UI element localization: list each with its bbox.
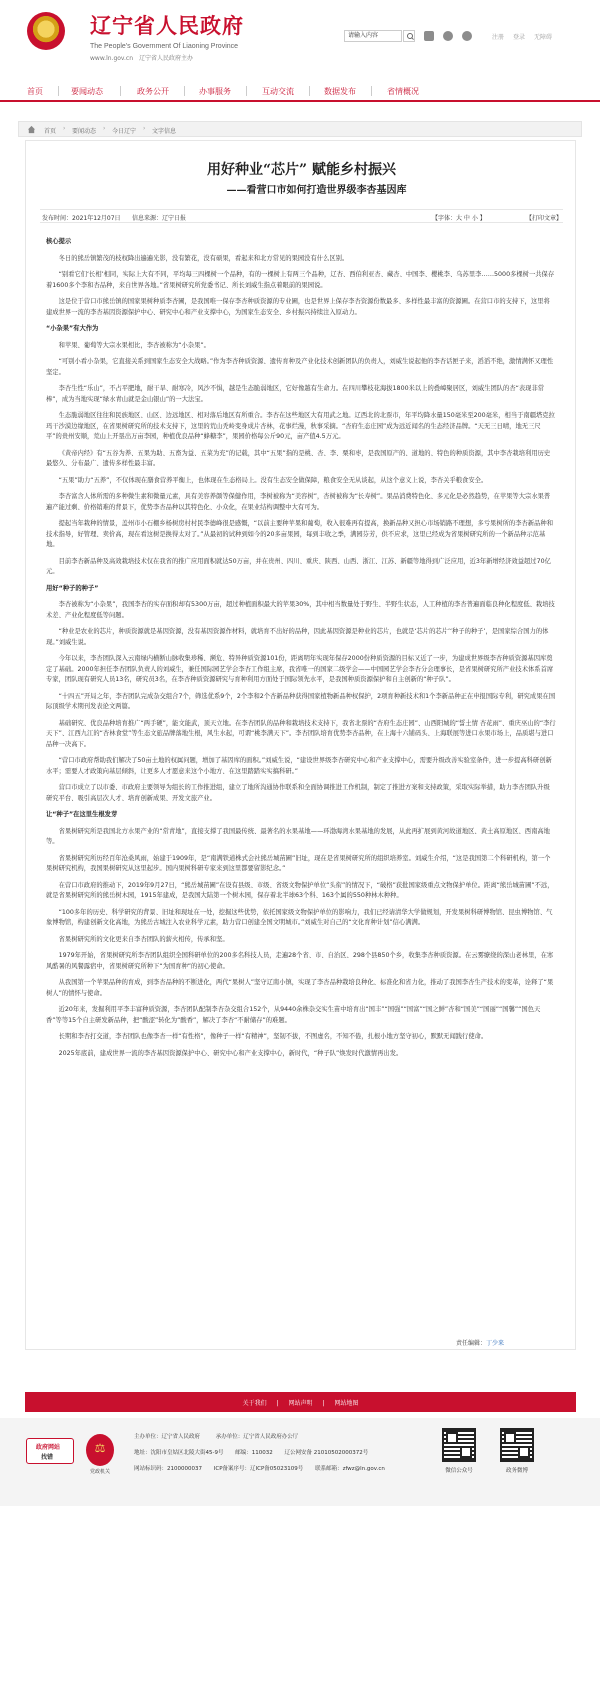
paragraph: 省果树研究所历经百年沧桑风雨，始建于1909年，是“南满铁道株式会社熊岳城苗圃”旧址，现在是省果树研究所的组织培养室。刘威生介绍，“这是我国第二个科研机构，第一个果树研究机构，我国果树研究从这里起步。国内果树科研专家来到这里都要留影纪念。” [46,854,551,873]
chevron-right-icon: › [143,125,146,132]
main-nav [0,80,600,102]
accessibility-link[interactable]: 无障碍 [534,34,553,41]
registration-info [134,1464,385,1472]
weibo-qr-label: 政务微博 [505,1468,528,1474]
gov-site-error-report-badge[interactable] [26,1438,74,1464]
wechat-qr-label: 微信公众号 [445,1468,473,1474]
article-title: 用好种业“芯片” 赋能乡村振兴 [207,162,396,178]
footer-bar [25,1392,576,1412]
paragraph: 2025年底前，建成世界一流的李杏基因资源保护中心、研究中心和产业支撑中心，新时代，“种子队”焕发时代激情再出发。 [58,1049,403,1057]
site-header [0,0,600,72]
address-info [134,1448,368,1456]
paragraph: 李杏富含人体所需的多种微生素和微量元素，具有美容养颜等保健作用，李树被称为“美容树”，杏树被称为“长寿树”。果品消费特色化、多元化是必然趋势，在苹果等大宗水果普遍产能过剩、价格销难的背景下，优势李杏品种以其特色化、小众化，在果业结构调整中大有可为。 [46,493,551,511]
register-link[interactable]: 注册 [492,34,505,41]
summary-heading: 核心提示 [46,238,72,245]
paragraph: 这是位于营口市熊岳镇的国家果树种质李杏圃，是我国唯一保存李杏种质资源的专业圃，也是世界上保存李杏资源份数最多、多样性最丰富的资源圃。在营口市的支持下，这里将建成世界一流的李杏基因资源保护中心、研究中心和产业支撑中心，为国家生态安全、乡村振兴持续注入原动力。 [46,298,550,316]
nav-divider [246,86,247,96]
publish-date: 发布时间：2021年12月07日 [42,215,121,222]
sitemap-link[interactable]: 网站地图 [334,1400,359,1407]
paragraph: 1979年开始，省果树研究所李杏团队组织全国科研单位的200多名科技人员，走遍28个省、市、自治区、298个县850个乡，收集李杏种质资源。在云雾缭绕的深山老林里，在寒风酷暑的风餐露宿中，省果树研究所种下“为国育种”的初心使命。 [46,952,554,970]
paragraph: 长期和李杏打交道，李杏团队也像李杏一样“有性格”，像种子一样“有精神”，坚韧不拔，不图虚名，不知不倦，扎根小地方坚守初心，默默无闻践行使命。 [58,1033,488,1041]
footer-divider: | [276,1400,279,1407]
breadcrumb-today[interactable]: 今日辽宁 [112,128,137,135]
paragraph: “五果”助力“五养”，不仅体现在膳食营养平衡上，也体现在生态格局上。没有生态安全做保障，粮食安全无从谈起，从这个意义上说，李杏关乎粮食安全。 [58,476,488,484]
site-url-line [90,53,199,62]
login-link[interactable]: 登录 [513,34,526,41]
paragraph: 提起当年栽种的情景，盖州市小石棚乡杨树房村村民李德峰很是感慨，“以前主要种苹果和葡萄，收入很难再有提高，换新品种又担心市场销路不理想，多亏果树所的李杏新品种和技术指导，好管理、卖价高，现在看这树是换得太对了。”从最初的试种到如今的20多亩果园，每到丰收之季，满园芬芳，供不应求，这里已经成为省果树研究所的一个新品种示范基地。 [46,520,554,549]
site-title-en: The People's Government Of Liaoning Province [90,43,239,50]
breadcrumb-home[interactable]: 首页 [44,128,57,135]
paragraph: 今年以来，李杏团队深入云南绿内横断山脉收集珍稀、濒危、特异种质资源101份，距离明年实现年保存2000份种质资源的目标又近了一步，为建成世界级李杏种质资源基因库奠定了基础。2000年担任李杏团队负责人的刘威生，兼任国际园艺学会李杏工作组主席，我省唯一的国家二级学会——中国园艺学会李杏分会理事长，是省果树研究所产业技术体系首席专家，团队现有研究人员13名，研究员3名，在李杏种质资源研究与育种利用方面处于国际领先水平，是我国种质资源保护和自主创新的“种子队”。 [46,655,554,684]
about-link[interactable]: 关于我们 [242,1400,267,1407]
police-record-text[interactable]: 辽公网安备 21010502000372号 [284,1450,369,1456]
article [25,140,576,1350]
site-url: www.ln.gov.cn [90,55,134,62]
section-heading: 让“种子”在这里生根发芽 [46,811,118,819]
nav-item-data[interactable]: 数据发布 [324,87,356,96]
paragraph: 李杏被称为“小杂果”，我国李杏的实存面积却有5300万亩，超过种植面积最大的苹果30%，其中相当数量处于野生、半野生状态，人工种植的李杏普遍面临良种化程度低、栽培技术差、产业化程度低等问题。 [46,601,555,619]
sponsor-text: 主办单位：辽宁省人民政府 [134,1434,201,1440]
article-body [46,237,556,1066]
paragraph: 基础研究、优良品种培育推广“两手硬”，能文能武，顶天立地。在李杏团队的品种和栽培技术支持下，我省北票的“杏府生态庄园”、山西阳城的“誓土情 杏花雨”、重庆巫山的“李行天下”、江西九江的“杏林食堂”等生态文旅品牌落地生根，风生水起，可谓“桃李满天下”。李杏团队培育优势李杏品种，在上海十六铺码头、上海联展等进口水果市场上，品质堪与进口品种一决高下。 [46,719,556,748]
social-icons [424,31,472,41]
paragraph: 营口市成立了以市委、市政府主要领导为组长的工作推进组，建立了地所沟通协作联系和全面协调推进工作机制，制定了推进方案和支持政策，采取实际举措，助力李杏团队升级研究平台、吸引高层次人才、培育创新成果、开发文旅产业。 [46,784,550,802]
search-input[interactable]: 请输入内容 [344,30,402,42]
article-subtitle: ——看营口市如何打造世界级李杏基因库 [226,185,407,196]
nav-item-overview[interactable]: 省情概况 [387,87,419,96]
paragraph: 近20年来，发掘利用平李丰富种质资源，李杏团队配制李杏杂交组合152个，从9440余株杂交实生苗中培育出“国丰”“国强”“国富”“国之鲜”杏和“国美”“国丽”“国馨”“国色天香”等等15个自主研发新品种，把“酸涩”转化为“酸香”，解决了李杏“不耐储存”的难题。 [46,1006,541,1024]
paragraph: “十四五”开局之年，李杏团队完成杂交组合7个，筛选优系9个，2个李和2个杏新品种获得国家植物新品种权保护，2项育种新技术和1个李新品种正在申报国际专利，研究成果在国际顶级学术期刊发表论文两篇。 [46,692,556,711]
paragraph: 在营口市政府的推动下，2019年9月27日，“熊岳城苗圃”在设有县级、市级、省级文物保护单位“头衔”的情况下，“破格”获批国家级重点文物保护单位。距离“熊岳城苗圃”不远，就是省果树研究所的熊岳树木园，1915年建成，是我国大陆第一个树木园，保存着北半球63个科、163个属的550种林木种种。 [46,881,554,900]
paragraph: “别看它们‘长相’相同，实际上大有不同，平均每三四棵树一个品种，有的一棵树上有两三个品种，辽杏、西伯利亚杏、藏杏、中国李、樱桃李、乌苏里李……5000多棵树一共保存着1600多个李和杏品种，来自世界各地。”省果树研究所党委书记、所长刘威生指点着眼前的果园说。 [46,271,555,289]
nav-divider [371,86,372,96]
article-meta [40,209,563,223]
nav-item-news[interactable]: 要闻动态 [71,87,103,96]
undertaker-text: 承办单位：辽宁省人民政府办公厅 [215,1434,299,1440]
paragraph: “可别小看小杂果，它直接关系到国家生态安全大战略。”作为李杏种质资源、遗传育种及产业化技术创新团队的负责人，刘威生说起他的李杏话匣子来，滔滔不绝，激情满怀又理性坚定。 [46,358,554,376]
weibo-icon[interactable] [462,31,472,41]
paragraph: 生态脆弱地区往往和民族地区、山区、边远地区、相对落后地区有所重合。李杏在这些地区大有用武之地。辽西北的北票市，年平均降水量150毫米至200毫米，相当于南疆塔克拉玛干沙漠边缘地区，在省果树研究所的技术支持下，这里的荒山秃岭变身成片杏林，花事烂漫，秋事采摘。“杏府生态庄园”成为远近闻名的生态经济品牌。“天无三日晴，地无三尺平”的贵州安顺，荒山上开垦出万亩李园，种植优良品种“蜂糖李”，果园价格每公斤90元，亩产值4.5万元。 [46,412,555,441]
footer-divider: | [322,1400,325,1407]
home-icon[interactable] [27,125,36,134]
editor-line [456,1338,504,1347]
site-id-text: 网站标识码：2100000037 [134,1466,202,1472]
chevron-right-icon: › [63,125,66,132]
sponsor-info [134,1432,298,1440]
section-heading: 用好“种子的种子” [46,584,99,592]
paragraph: “100多年的历史、科学研究的背景、旧址和现址在一处，挖掘这些优势，依托国家级文物保护单位的影响力，我们已经请清华大学做规划，开发果树科研博物馆、昆虫博物馆、气象博物馆，构建创新文化高地，为熊岳古城注入农业科学元素，助力营口创建全国文明城市。”刘威生对自己的“文化育种计划”信心满满。 [46,908,553,927]
party-gov-label: 党政机关 [89,1469,110,1475]
gov-badge-top: 政府网站 [36,1444,61,1451]
paragraph: 冬日的熊岳镇繁茂的枝杈降出遍遍光影，没有繁花，没有硕果，看起来和北方常见的果园没有什么区别。 [58,254,349,262]
paragraph: “种业是农业的芯片，种质资源就是基因资源，没有基因资源作材料，就培育不出好的品种，因此基因资源是种业的芯片，也就是‘芯片的芯片’‘种子的种子’，是国家综合国力的体现。”刘威生说。 [46,628,549,646]
address-text: 地址：沈阳市皇姑区北陵大街45-9号 [134,1450,224,1456]
editor-label: 责任编辑： [456,1340,487,1347]
mail-icon[interactable] [424,31,434,41]
postcode-text: 邮编：110032 [235,1450,273,1456]
site-title[interactable]: 辽宁省人民政府 [90,13,244,38]
nav-item-interaction[interactable]: 互动交流 [262,87,294,96]
paragraph: 省果树研究所的文化更来自李杏团队的薪火相传，传承和坚。 [58,935,229,943]
font-size-control[interactable]: 【字体：大 中 小 】 [432,215,486,222]
site-sponsor: 辽宁省人民政府主办 [139,55,194,62]
section-heading: “小杂果”有大作为 [46,325,99,333]
paragraph: 从我国第一个苹果品种的育成，到李杏品种的不断进化，两代“果树人”坚守辽南小镇，实现了李杏品种栽培良种化、标准化和省力化，推动了我国李杏生产技术的变革，诠释了“果树人”的情怀与使命。 [46,979,554,997]
wechat-icon[interactable] [443,31,453,41]
icp-text[interactable]: ICP备案序号：辽ICP备05023109号 [213,1466,304,1472]
email-text[interactable]: 联系邮箱：zfwz@ln.gov.cn [315,1466,385,1472]
paragraph: “营口市政府帮助我们解决了50亩土地的权属问题，增加了基因库的面积。”刘威生说，“建设世界级李杏研究中心和产业支撑中心，需要升级改善实验室条件，进一步提高科研创新水平；需要人才政策向基层倾斜，让更多人才愿意来这个小地方、在这里踏踏实实搞科研。” [46,757,552,775]
editor-name: 丁少来 [486,1340,505,1347]
statement-link[interactable]: 网站声明 [288,1400,313,1407]
nav-item-services[interactable]: 办事服务 [199,87,231,96]
paragraph: 目前李杏新品种及高效栽培技术仅在我省的推广应用面积就达50万亩，并在贵州、四川、重庆、陕西、山西、浙江、江苏、新疆等地得到广泛应用，近3年新增经济效益超过70亿元。 [46,557,551,576]
weibo-qr-code [500,1428,534,1462]
wechat-qr-code [442,1428,476,1462]
paragraph: 《黄帝内经》有“五谷为养、五果为助、五畜为益、五菜为充”的记载，其中“五果”指的是桃、杏、李、栗和枣，是我国原产的、道地的、特色的种质资源，其中李杏栽培利用历史最悠久、分布最广、遗传多样性最丰富。 [46,449,551,468]
chevron-right-icon: › [103,125,106,132]
footer-links [25,1398,576,1407]
breadcrumb-news[interactable]: 要闻动态 [72,128,97,135]
nav-divider [120,86,121,96]
gov-badge-bottom: 找错 [41,1454,54,1461]
national-emblem-icon [27,12,65,50]
nav-item-gov-affairs[interactable]: 政务公开 [137,87,169,96]
breadcrumb-current: 文字信息 [152,128,177,135]
paragraph: 李杏生性“乐山”，不占平肥地，耐干旱、耐寒冷，风沙不惧，越是生态脆弱地区，它好像越有生命力。在四川攀枝花海拔1800米以上的叠嶂聚居区，刘威生团队的杏“表现非常棒”，成为当地实现“绿水青山就是金山银山”的一大法宝。 [46,385,545,403]
print-button[interactable]: 【打印文章】 [526,215,563,222]
user-links [492,32,552,41]
search-icon[interactable] [403,30,415,42]
article-source: 信息来源：辽宁日报 [132,215,187,222]
party-gov-badge-icon[interactable] [86,1434,114,1466]
paragraph: 省果树研究所是我国北方水果产业的“常青地”，直接支撑了我国最传统、最著名的水果基地——环渤海湾水果基地的发展，从此再扩展到黄河故道地区、黄土高原地区、西南高地等。 [46,827,550,846]
footer-info [0,1418,600,1506]
nav-divider [58,86,59,96]
nav-divider [184,86,185,96]
nav-divider [309,86,310,96]
paragraph: 和苹果、葡萄等大宗水果相比，李杏被称为“小杂果”。 [58,341,210,349]
nav-item-home[interactable]: 首页 [27,87,43,96]
breadcrumb [18,121,582,137]
